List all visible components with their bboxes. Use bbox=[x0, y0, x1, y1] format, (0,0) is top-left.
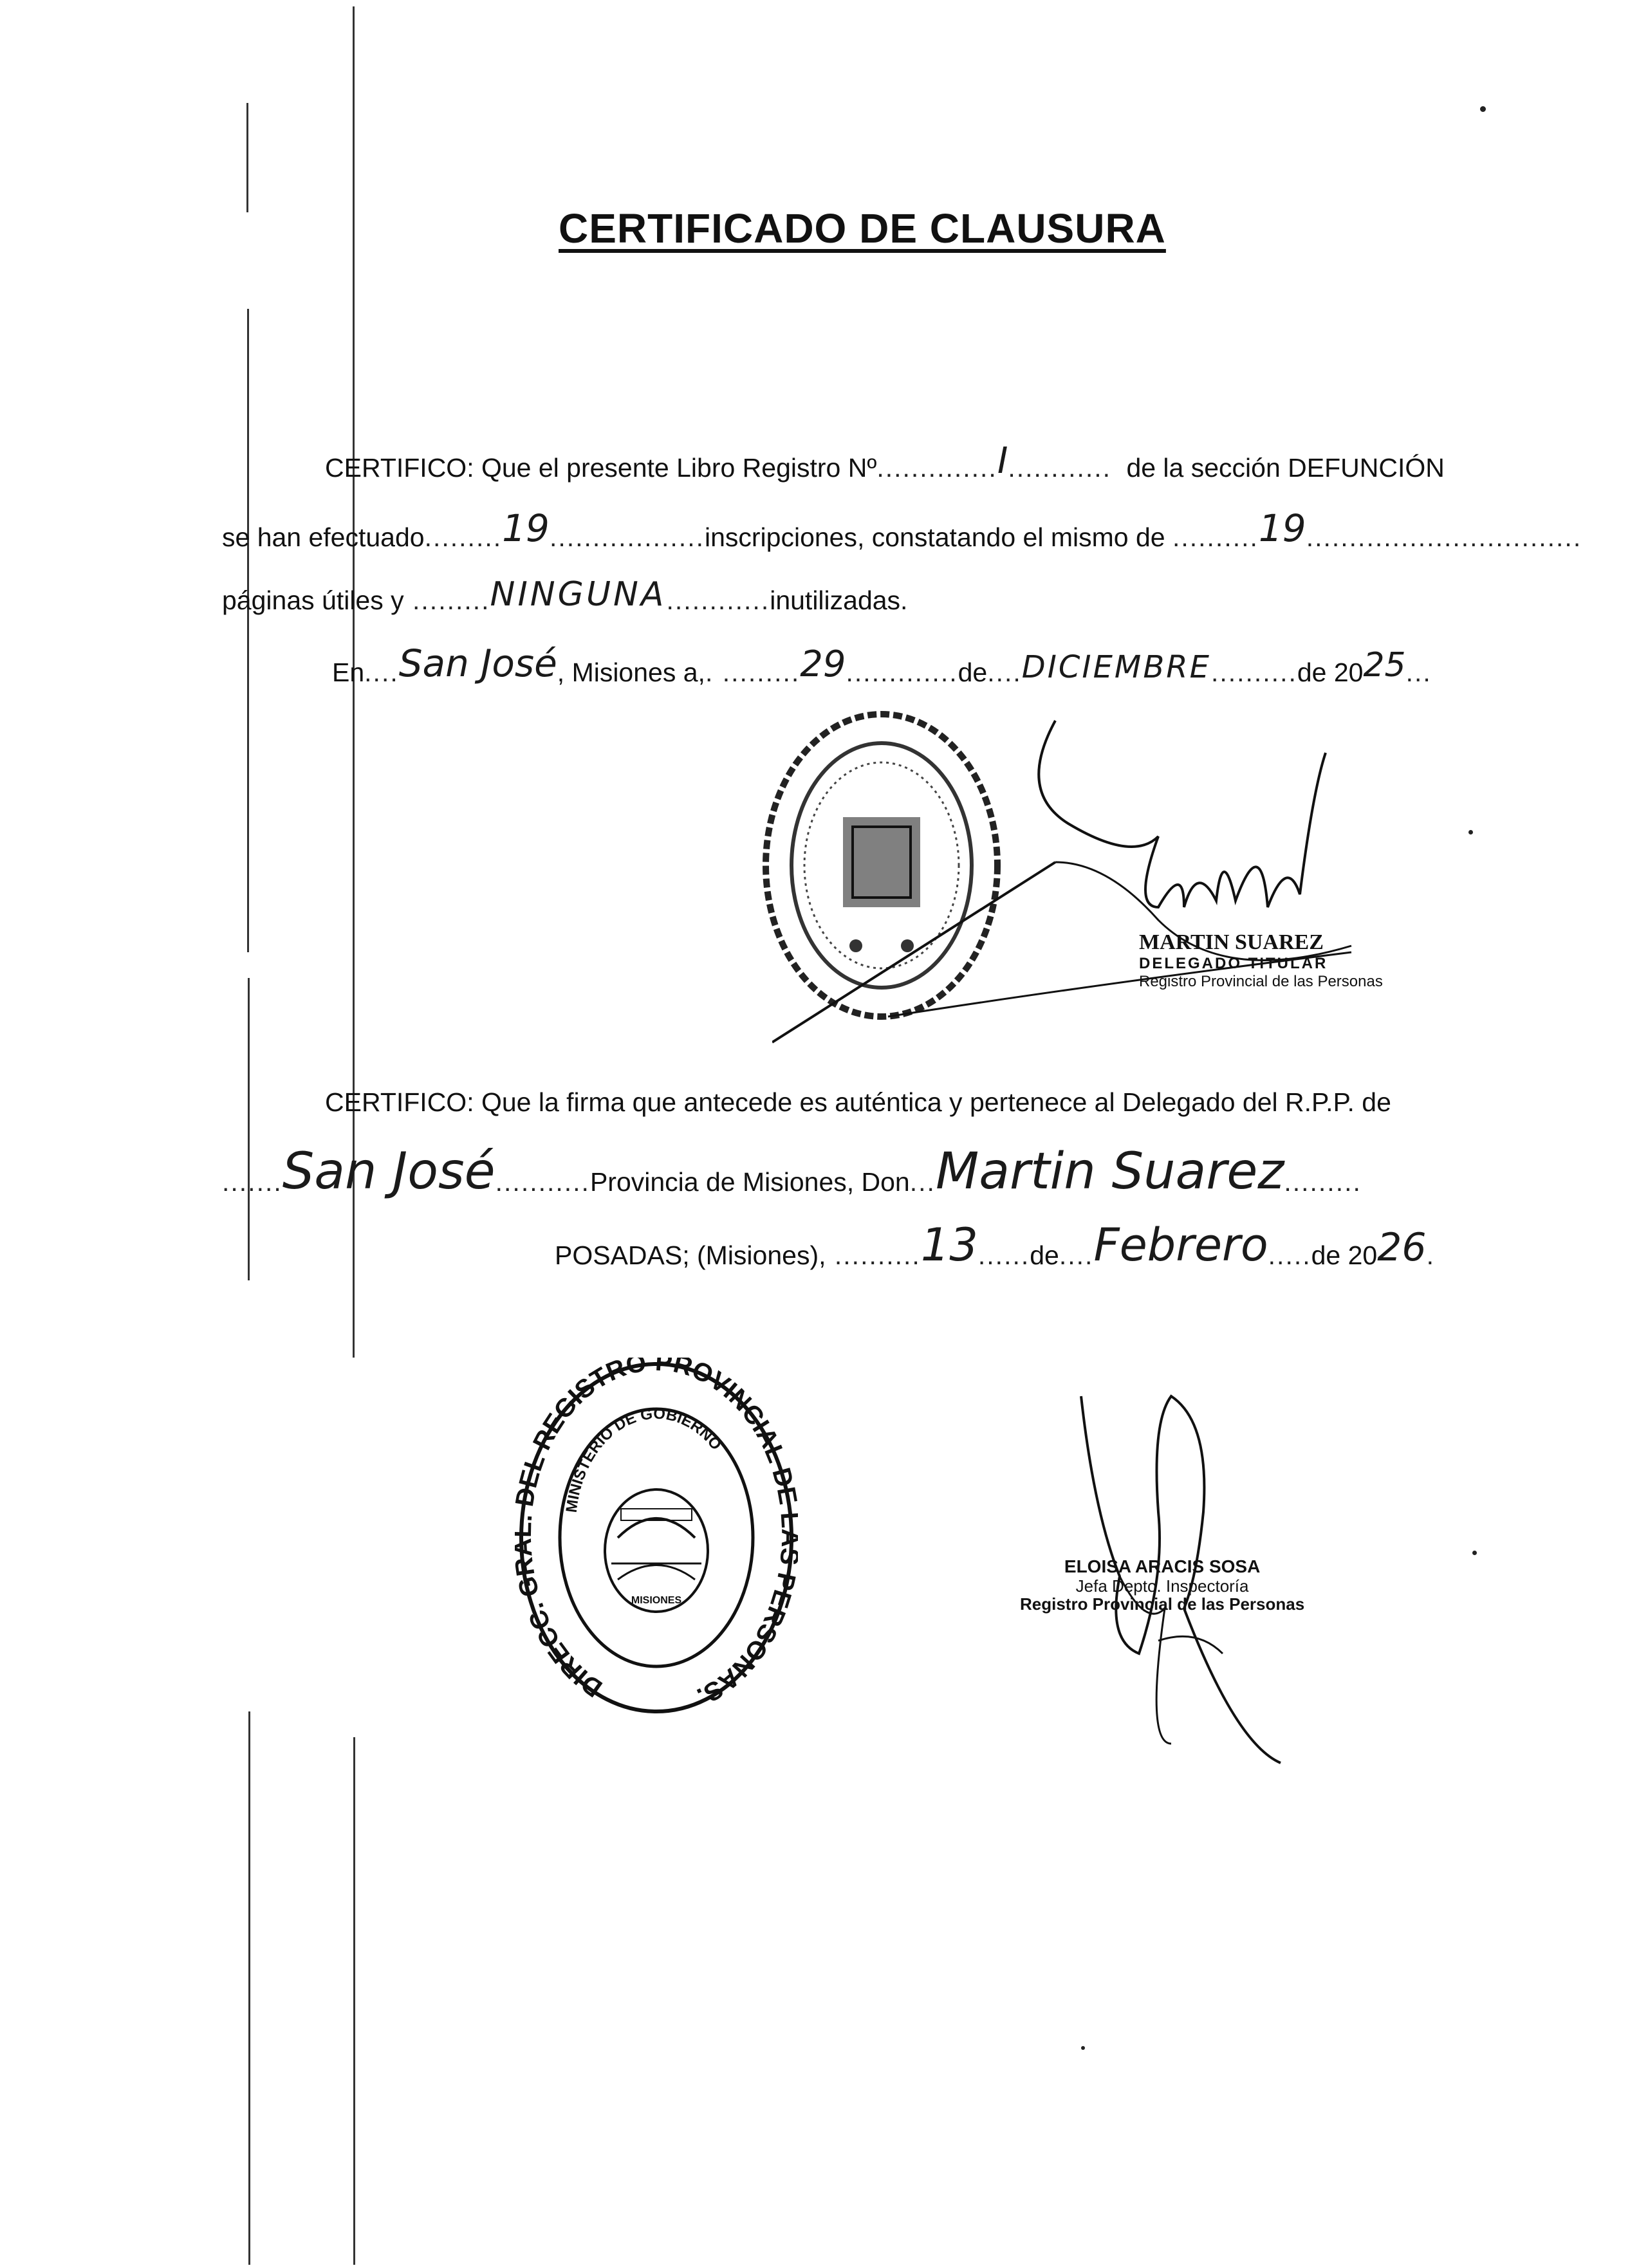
inspector-stamp-block bbox=[1020, 1557, 1304, 1614]
inspector-stamp-office: Registro Provincial de las Personas bbox=[1020, 1594, 1305, 1614]
closure-line-3: páginas útiles y .........NINGUNA............inutilizadas. bbox=[222, 575, 908, 615]
margin-line-outer bbox=[353, 1737, 355, 2265]
authentication-date-line: POSADAS; (Misiones), ..........13......de....Febrero.....de 2026. bbox=[555, 1219, 1435, 1271]
scan-speck bbox=[1468, 830, 1473, 834]
closure-place-field: San José bbox=[398, 641, 557, 685]
scan-speck bbox=[1472, 1551, 1477, 1555]
official-seal-graphic bbox=[515, 1358, 798, 1718]
scan-speck bbox=[1480, 106, 1486, 112]
closure-line2-middle: inscripciones, constatando el mismo de bbox=[704, 522, 1165, 552]
closure-line-1: CERTIFICO: Que el presente Libro Registro Nº..............I............ de la sección DEFUNCIÓN bbox=[325, 440, 1445, 483]
place-suffix: , Misiones a, bbox=[557, 658, 705, 687]
closure-line-2: se han efectuado.........19..................inscripciones, constatando el mismo de ..........19................................ bbox=[222, 506, 1582, 552]
inspector-stamp-role: Jefa Depto. Inspectoría bbox=[1075, 1576, 1249, 1596]
closure-year-prefix: de 20 bbox=[1297, 658, 1364, 687]
closure-line1-suffix: de la sección DEFUNCIÓN bbox=[1126, 453, 1445, 483]
closure-de-label: de bbox=[958, 658, 988, 687]
auth-de-label: de bbox=[1030, 1240, 1059, 1270]
auth-delegate-field: Martin Suarez bbox=[935, 1143, 1284, 1201]
margin-line-left bbox=[247, 309, 249, 952]
delegate-stamp-block bbox=[1139, 930, 1383, 990]
pages-field: 19 bbox=[1258, 506, 1306, 550]
closure-date-line: En....San José, Misiones a,. .........29.............de....DICIEMBRE..........de 2025... bbox=[332, 641, 1432, 687]
auth-year-field: 26 bbox=[1377, 1225, 1427, 1270]
authentication-line-2: .......San José...........Provincia de Misiones, Don...Martin Suarez......... bbox=[222, 1143, 1362, 1201]
unused-pages-field: NINGUNA bbox=[490, 575, 667, 614]
delegate-stamp-office: Registro Provincial de las Personas bbox=[1139, 972, 1383, 990]
auth-city-prefix: POSADAS; (Misiones), bbox=[555, 1240, 826, 1270]
auth-year-prefix: de 20 bbox=[1311, 1240, 1378, 1270]
closure-line3-prefix: páginas útiles y bbox=[222, 585, 404, 615]
closure-line3-suffix: inutilizadas. bbox=[770, 585, 908, 615]
seal-inner-text: MINISTERIO DE GOBIERNO bbox=[562, 1405, 725, 1514]
margin-line-left bbox=[246, 103, 248, 212]
auth-month-field: Febrero bbox=[1093, 1219, 1268, 1271]
closure-year-field: 25 bbox=[1363, 646, 1406, 685]
inspector-stamp-name: ELOISA ARACIS SOSA bbox=[1064, 1556, 1261, 1576]
auth-day-field: 13 bbox=[920, 1219, 978, 1271]
seal-emblem-text: MISIONES bbox=[631, 1595, 682, 1606]
delegate-stamp-name: MARTIN SUAREZ bbox=[1139, 930, 1324, 954]
inscriptions-field: 19 bbox=[502, 506, 550, 550]
delegate-signature-graphic bbox=[772, 714, 1448, 1049]
authentication-line-1: CERTIFICO: Que la firma que antecede es auténtica y pertenece al Delegado del R.P.P. de bbox=[325, 1087, 1391, 1117]
place-prefix: En bbox=[332, 658, 365, 687]
closure-day-field: 29 bbox=[800, 643, 846, 685]
official-seal bbox=[515, 1358, 798, 1718]
seal-outer-text: DIRECC. G EL REGISTRO PROVINCIAL D PERSONAS. bbox=[515, 1358, 798, 1711]
scan-speck bbox=[1081, 2046, 1085, 2050]
delegate-signature bbox=[772, 714, 1448, 1049]
delegate-stamp-role: DELEGADO TITULAR bbox=[1139, 955, 1328, 973]
book-number-field: I bbox=[997, 440, 1008, 482]
page-title: CERTIFICADO DE CLAUSURA bbox=[559, 205, 1166, 252]
auth-place-field: San José bbox=[282, 1143, 495, 1201]
closure-line2-prefix: se han efectuado bbox=[222, 522, 425, 552]
closure-line1-prefix: CERTIFICO: Que el presente Libro Registro Nº bbox=[325, 453, 877, 483]
closure-month-field: DICIEMBRE bbox=[1021, 649, 1211, 685]
margin-line-left bbox=[248, 978, 250, 1280]
margin-line-left bbox=[248, 1711, 250, 2265]
auth-line2-middle: Provincia de Misiones, Don bbox=[589, 1167, 910, 1197]
